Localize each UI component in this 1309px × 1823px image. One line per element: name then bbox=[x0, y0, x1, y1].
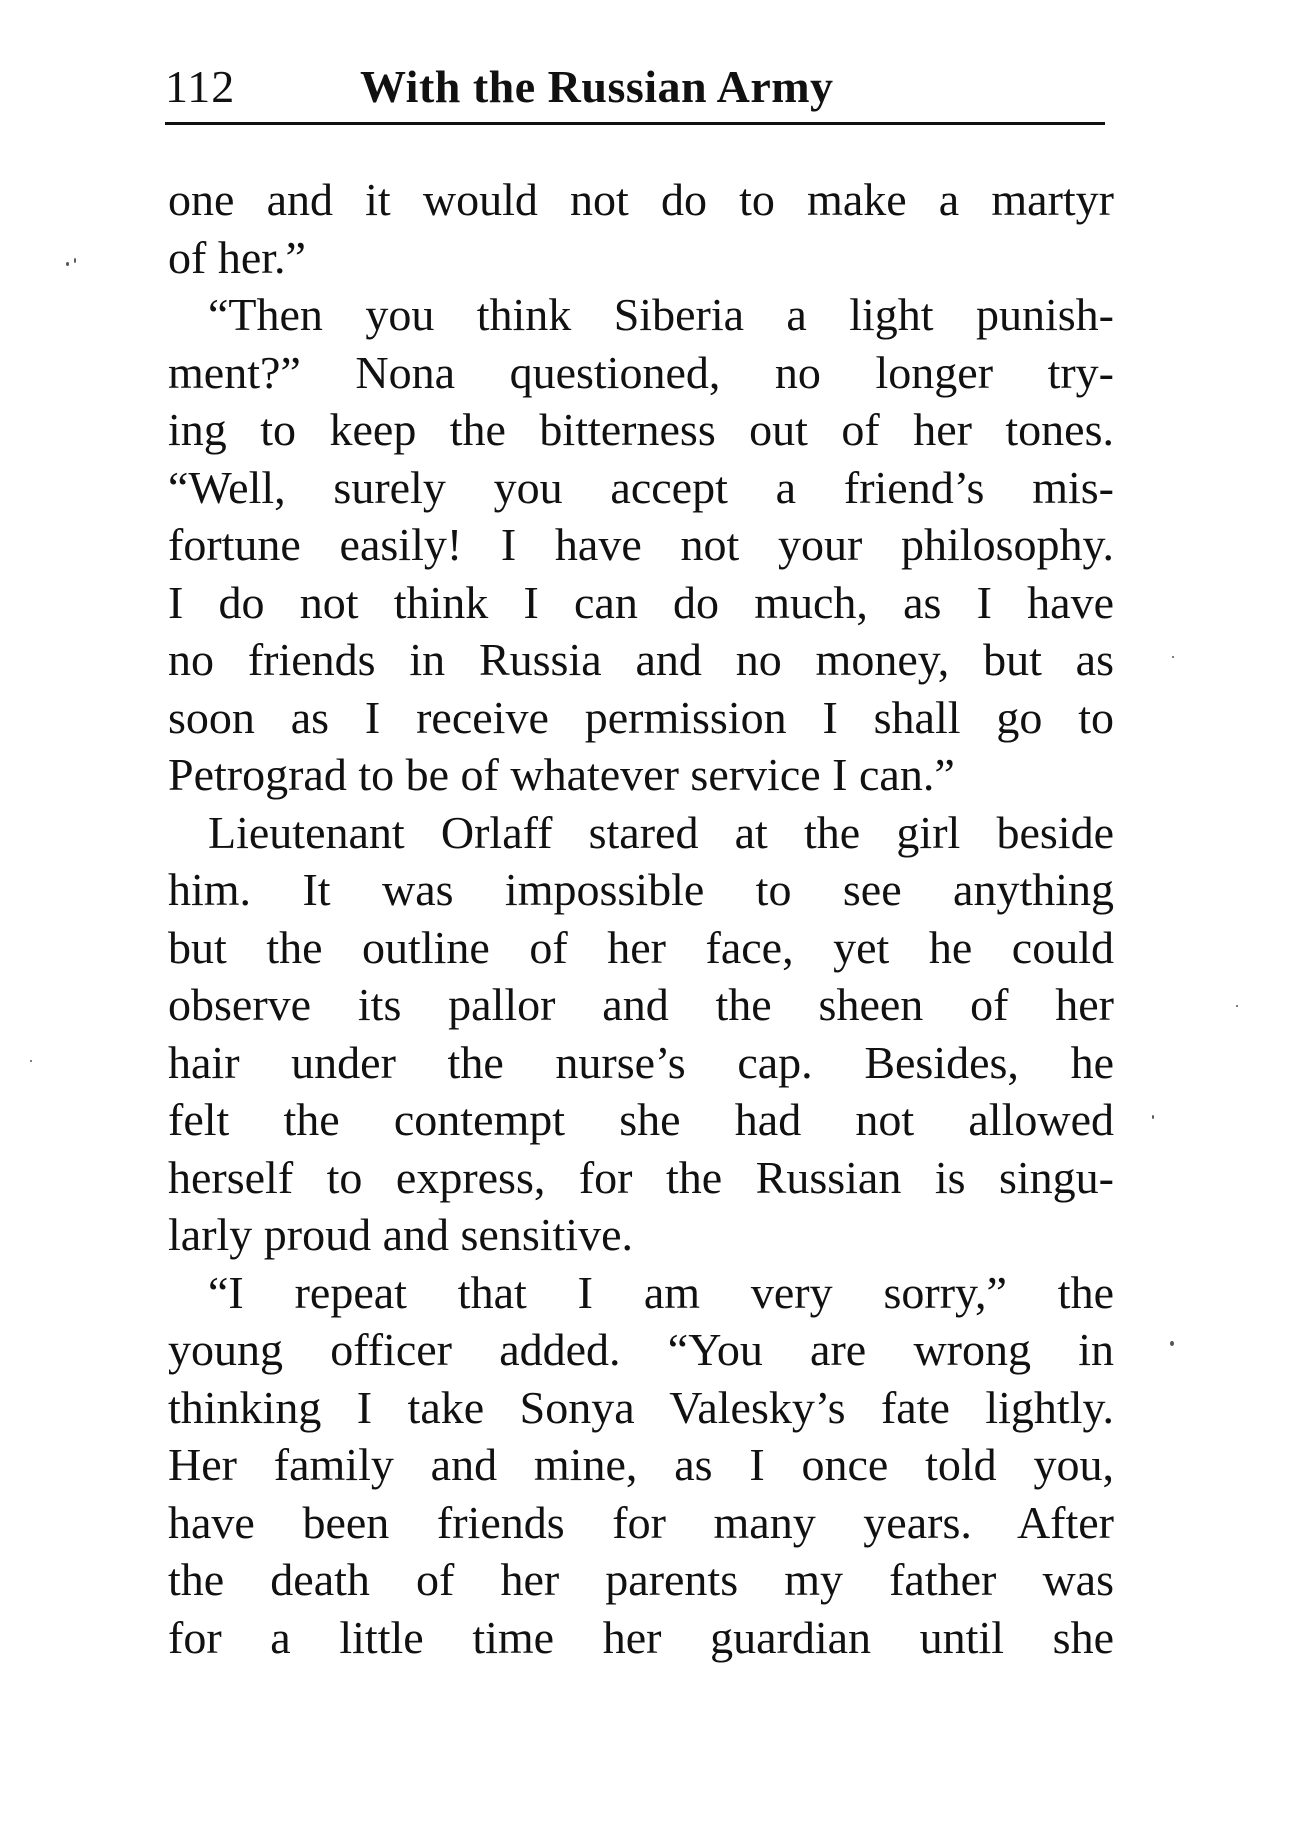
text-line: herself to express, for the Russian is singu- bbox=[168, 1151, 1114, 1203]
body-text bbox=[168, 171, 1114, 1666]
text-line: I do not think I can do much, as I have bbox=[168, 576, 1114, 628]
text-line: no friends in Russia and no money, but as bbox=[168, 634, 1114, 685]
text-line: “Well, surely you accept a friend’s mis- bbox=[168, 461, 1114, 513]
text-line: fortune easily! I have not your philosophy. bbox=[168, 519, 1114, 570]
page-number: 112 bbox=[165, 61, 236, 112]
scan-speck bbox=[1236, 1005, 1238, 1007]
text-line: have been friends for many years. After bbox=[168, 1496, 1114, 1548]
text-line: larly proud and sensitive. bbox=[168, 1209, 634, 1260]
text-line: Lieutenant Orlaff stared at the girl beside bbox=[208, 806, 1114, 858]
text-line: of her.” bbox=[168, 231, 306, 283]
text-line: ment?” Nona questioned, no longer try- bbox=[168, 346, 1114, 398]
text-line: hair under the nurse’s cap. Besides, he bbox=[168, 1036, 1114, 1088]
text-line: soon as I receive permission I shall go to bbox=[168, 691, 1114, 743]
text-line: the death of her parents my father was bbox=[168, 1554, 1114, 1605]
text-line: thinking I take Sonya Valesky’s fate lightly. bbox=[168, 1381, 1114, 1433]
scan-speck bbox=[66, 262, 69, 266]
scan-speck bbox=[74, 258, 76, 263]
text-line: for a little time her guardian until she bbox=[168, 1611, 1114, 1663]
text-line: him. It was impossible to see anything bbox=[168, 864, 1114, 915]
text-line: “Then you think Siberia a light punish- bbox=[208, 289, 1114, 340]
header-rule bbox=[165, 122, 1105, 125]
running-title: With the Russian Army bbox=[360, 61, 834, 112]
text-line: ing to keep the bitterness out of her tones. bbox=[168, 404, 1114, 455]
text-line: “I repeat that I am very sorry,” the bbox=[208, 1266, 1114, 1318]
text-line: Her family and mine, as I once told you, bbox=[168, 1439, 1114, 1490]
scan-speck bbox=[1152, 1115, 1154, 1119]
text-line: young officer added. “You are wrong in bbox=[168, 1324, 1114, 1375]
scan-speck bbox=[1172, 656, 1174, 658]
text-line: Petrograd to be of whatever service I can.” bbox=[168, 749, 955, 800]
scan-speck bbox=[1170, 1341, 1174, 1346]
text-line: felt the contempt she had not allowed bbox=[168, 1094, 1114, 1145]
text-line: but the outline of her face, yet he could bbox=[168, 921, 1114, 973]
scan-speck bbox=[30, 1060, 32, 1062]
text-line: one and it would not do to make a martyr bbox=[168, 174, 1114, 225]
page-header bbox=[165, 52, 1105, 122]
text-line: observe its pallor and the sheen of her bbox=[168, 979, 1114, 1030]
